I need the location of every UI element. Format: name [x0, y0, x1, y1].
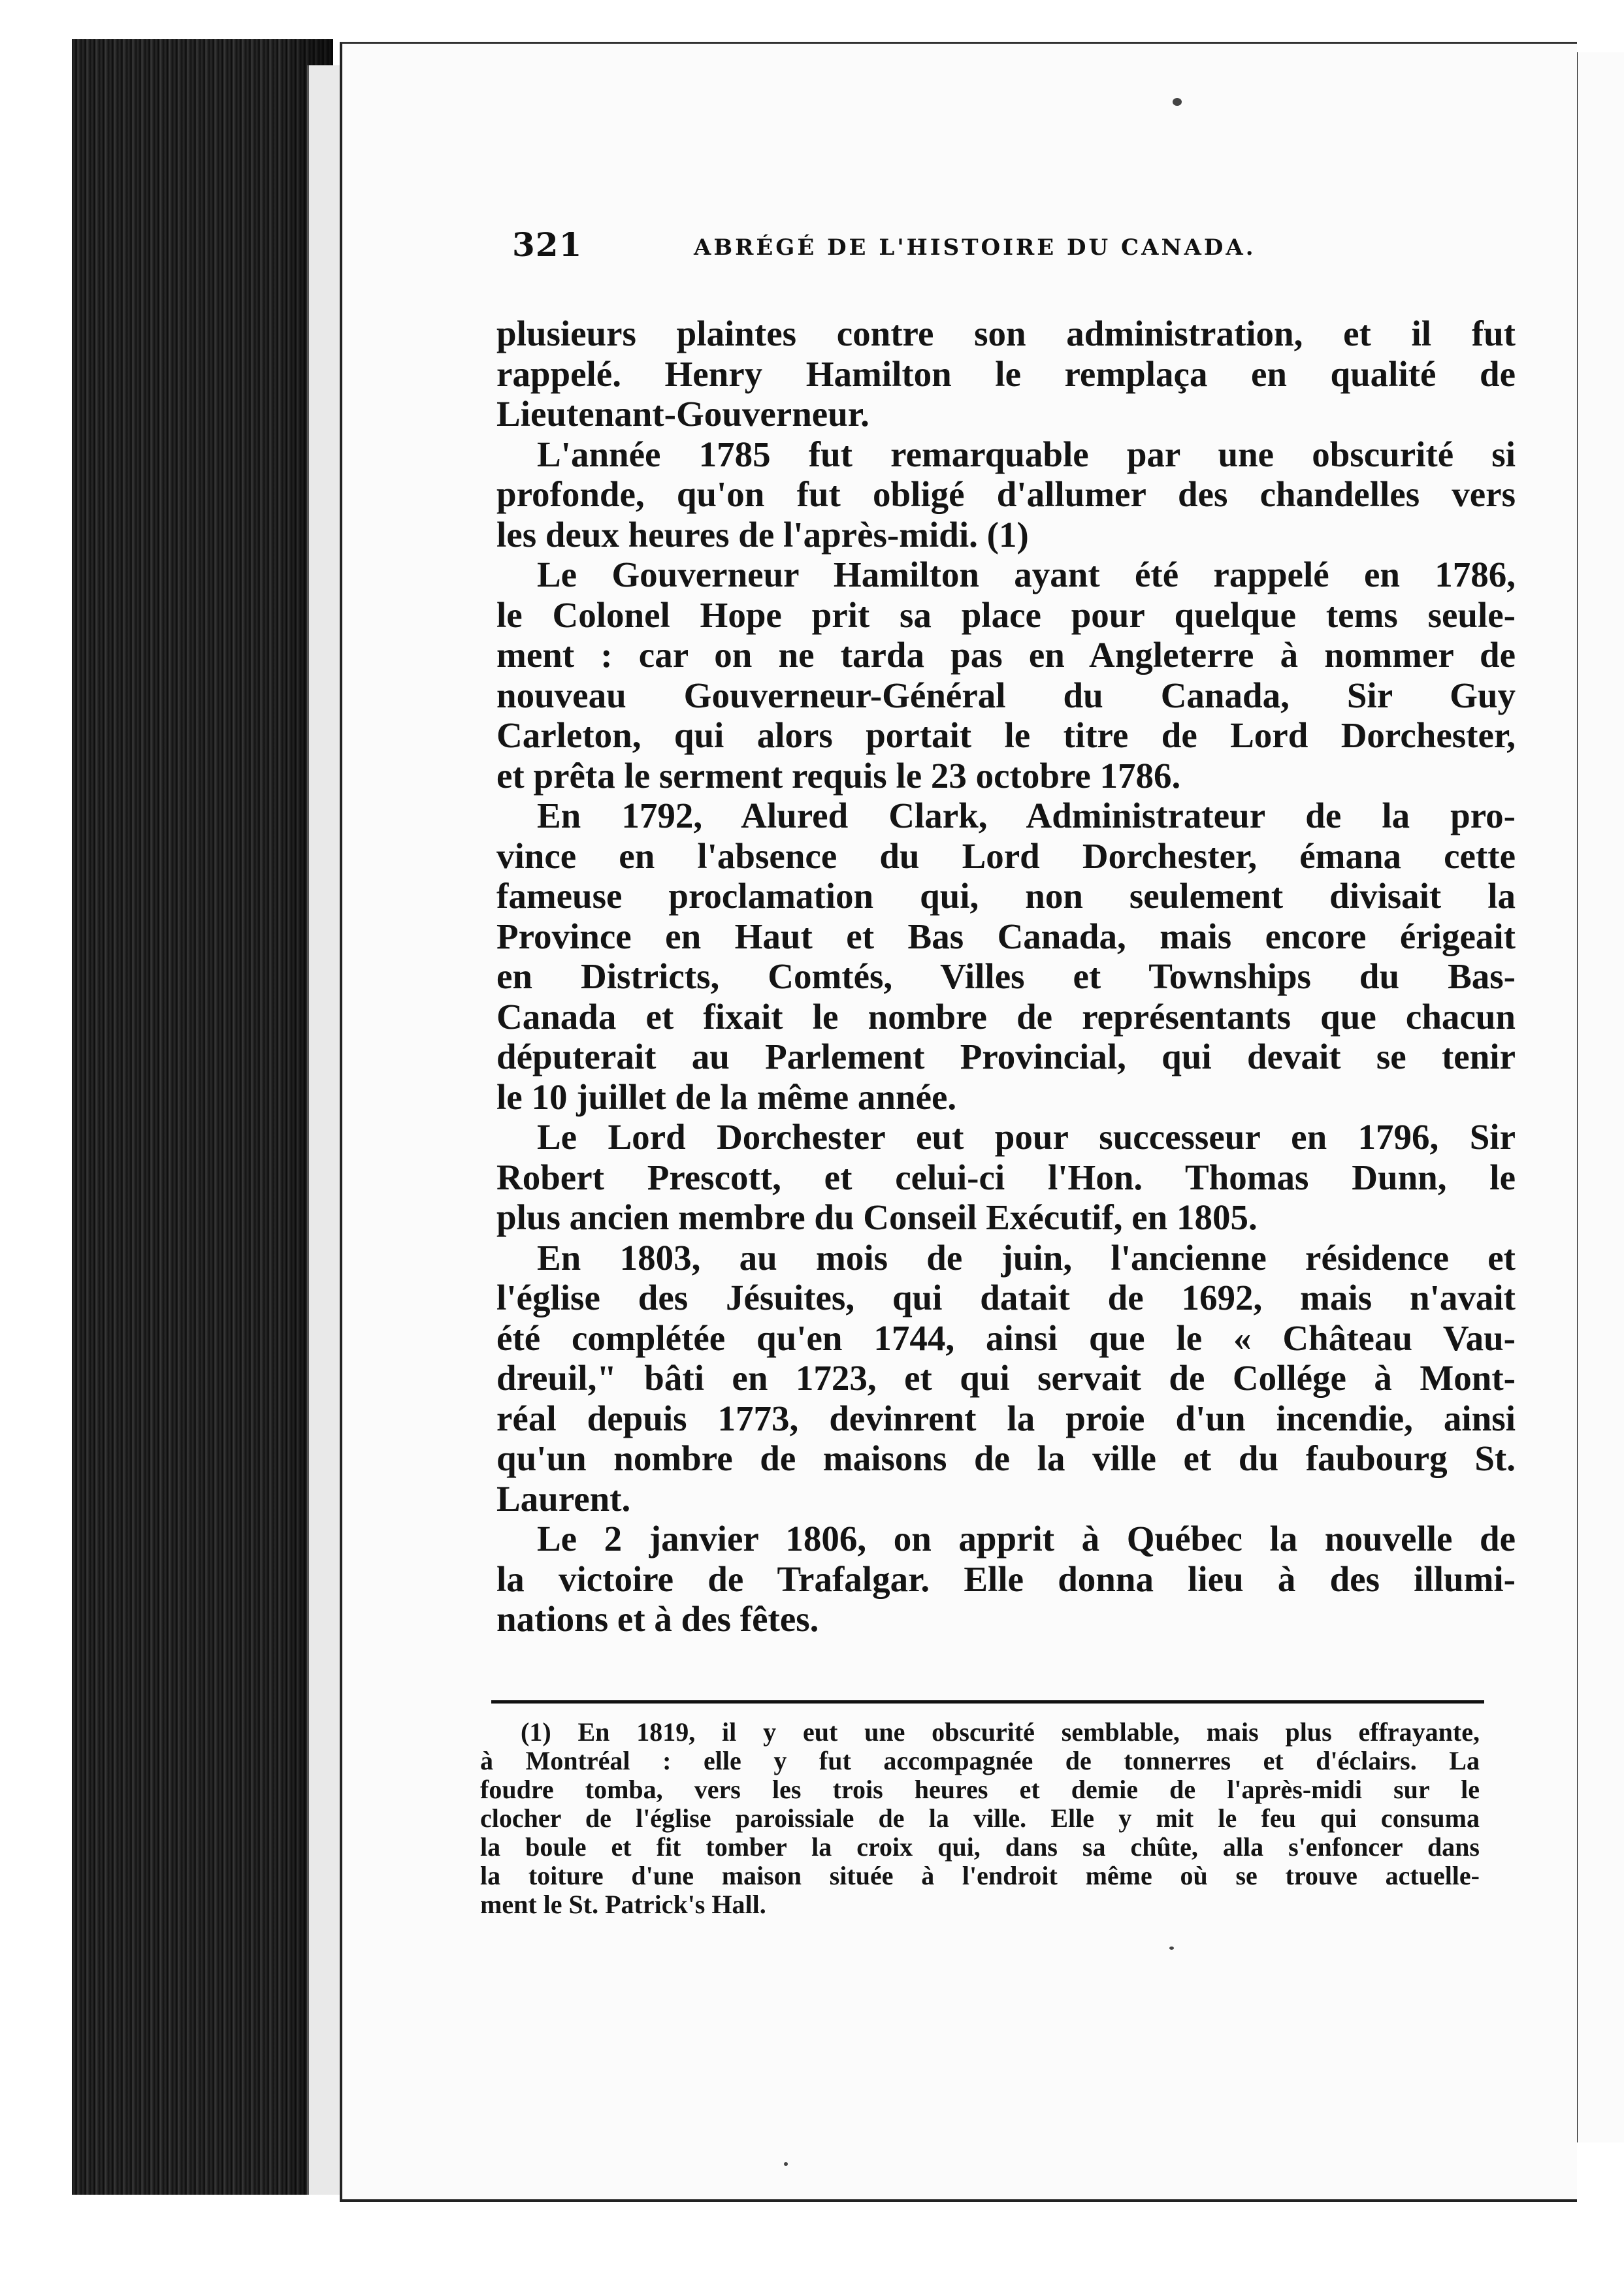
- body-text-line: rappelé. Henry Hamilton le remplaça en qualité de: [496, 353, 1516, 394]
- body-text-line: Province en Haut et Bas Canada, mais encore érigeait: [496, 916, 1516, 956]
- body-text-line: Robert Prescott, et celui-ci l'Hon. Thomas Dunn, le: [496, 1157, 1516, 1197]
- body-text-line: Carleton, qui alors portait le titre de Lord Dorchester,: [496, 715, 1516, 755]
- footnote-rule: [491, 1700, 1484, 1704]
- body-text-line: En 1803, au mois de juin, l'ancienne résidence et: [537, 1237, 1516, 1278]
- scan-speck: [1169, 1947, 1174, 1950]
- body-text-line: nouveau Gouverneur-Général du Canada, Sir Guy: [496, 675, 1516, 715]
- scan-speck: [784, 2162, 788, 2166]
- body-text-line: profonde, qu'on fut obligé d'allumer des chandelles vers: [496, 474, 1516, 514]
- body-text-line: le Colonel Hope prit sa place pour quelque tems seule-: [496, 594, 1516, 635]
- body-text-line: ment : car on ne tarda pas en Angleterre à nommer de: [496, 635, 1516, 675]
- body-text-line: Laurent.: [496, 1478, 631, 1519]
- footnote-line: la boule et fit tomber la croix qui, dans sa chûte, alla s'enfoncer dans: [480, 1832, 1480, 1862]
- footnote-line: clocher de l'église paroissiale de la ville. Elle y mit le feu qui consuma: [480, 1803, 1480, 1833]
- running-title: ABRÉGÉ DE L'HISTOIRE DU CANADA.: [694, 234, 1256, 261]
- facing-page-edge: [1574, 52, 1624, 2142]
- body-text-line: plus ancien membre du Conseil Exécutif, en 1805.: [496, 1197, 1258, 1237]
- scan-speck: [1173, 98, 1182, 106]
- body-text-line: nations et à des fêtes.: [496, 1599, 819, 1639]
- footnote-line: la toiture d'une maison située à l'endroit même où se trouve actuelle-: [480, 1861, 1480, 1890]
- body-text-line: en Districts, Comtés, Villes et Townships du Bas-: [496, 956, 1516, 996]
- body-text-line: l'église des Jésuites, qui datait de 1692, mais n'avait: [496, 1278, 1516, 1317]
- footnote: [480, 1718, 1480, 1919]
- footnote-line: à Montréal : elle y fut accompagnée de tonnerres et d'éclairs. La: [480, 1746, 1480, 1775]
- body-text-line: qu'un nombre de maisons de la ville et du faubourg St.: [496, 1438, 1516, 1478]
- body-text-line: le 10 juillet de la même année.: [496, 1076, 957, 1117]
- body-text-line: Le Gouverneur Hamilton ayant été rappelé en 1786,: [537, 555, 1516, 594]
- footnote-line: foudre tomba, vers les trois heures et demie de l'après-midi sur le: [480, 1775, 1480, 1804]
- footnote-line: ment le St. Patrick's Hall.: [480, 1890, 766, 1919]
- body-text: [496, 314, 1516, 1640]
- body-text-line: et prêta le serment requis le 23 octobre 1786.: [496, 755, 1181, 796]
- body-text-line: Le Lord Dorchester eut pour successeur en 1796, Sir: [537, 1117, 1516, 1157]
- body-text-line: réal depuis 1773, devinrent la proie d'un incendie, ainsi: [496, 1398, 1516, 1438]
- body-text-line: les deux heures de l'après-midi. (1): [496, 514, 1029, 555]
- body-text-line: députerait au Parlement Provincial, qui devait se tenir: [496, 1037, 1516, 1076]
- body-text-line: fameuse proclamation qui, non seulement divisait la: [496, 876, 1516, 916]
- body-text-line: la victoire de Trafalgar. Elle donna lieu à des illumi-: [496, 1559, 1516, 1599]
- footnote-line: (1) En 1819, il y eut une obscurité semblable, mais plus effrayante,: [521, 1717, 1480, 1747]
- body-text-line: plusieurs plaintes contre son administration, et il fut: [496, 314, 1516, 353]
- body-text-line: dreuil," bâti en 1723, et qui servait de Collége à Mont-: [496, 1358, 1516, 1398]
- body-text-line: vince en l'absence du Lord Dorchester, émana cette: [496, 835, 1516, 876]
- body-text-line: Canada et fixait le nombre de représentants que chacun: [496, 996, 1516, 1037]
- body-text-line: En 1792, Alured Clark, Administrateur de la pro-: [537, 796, 1516, 835]
- body-text-line: Le 2 janvier 1806, on apprit à Québec la nouvelle de: [537, 1519, 1516, 1559]
- body-text-line: Lieutenant-Gouverneur.: [496, 394, 869, 434]
- body-text-line: L'année 1785 fut remarquable par une obscurité si: [537, 434, 1516, 474]
- page-number: 321: [512, 225, 583, 264]
- body-text-line: été complétée qu'en 1744, ainsi que le « Château Vau-: [496, 1317, 1516, 1358]
- running-head: [512, 225, 1361, 278]
